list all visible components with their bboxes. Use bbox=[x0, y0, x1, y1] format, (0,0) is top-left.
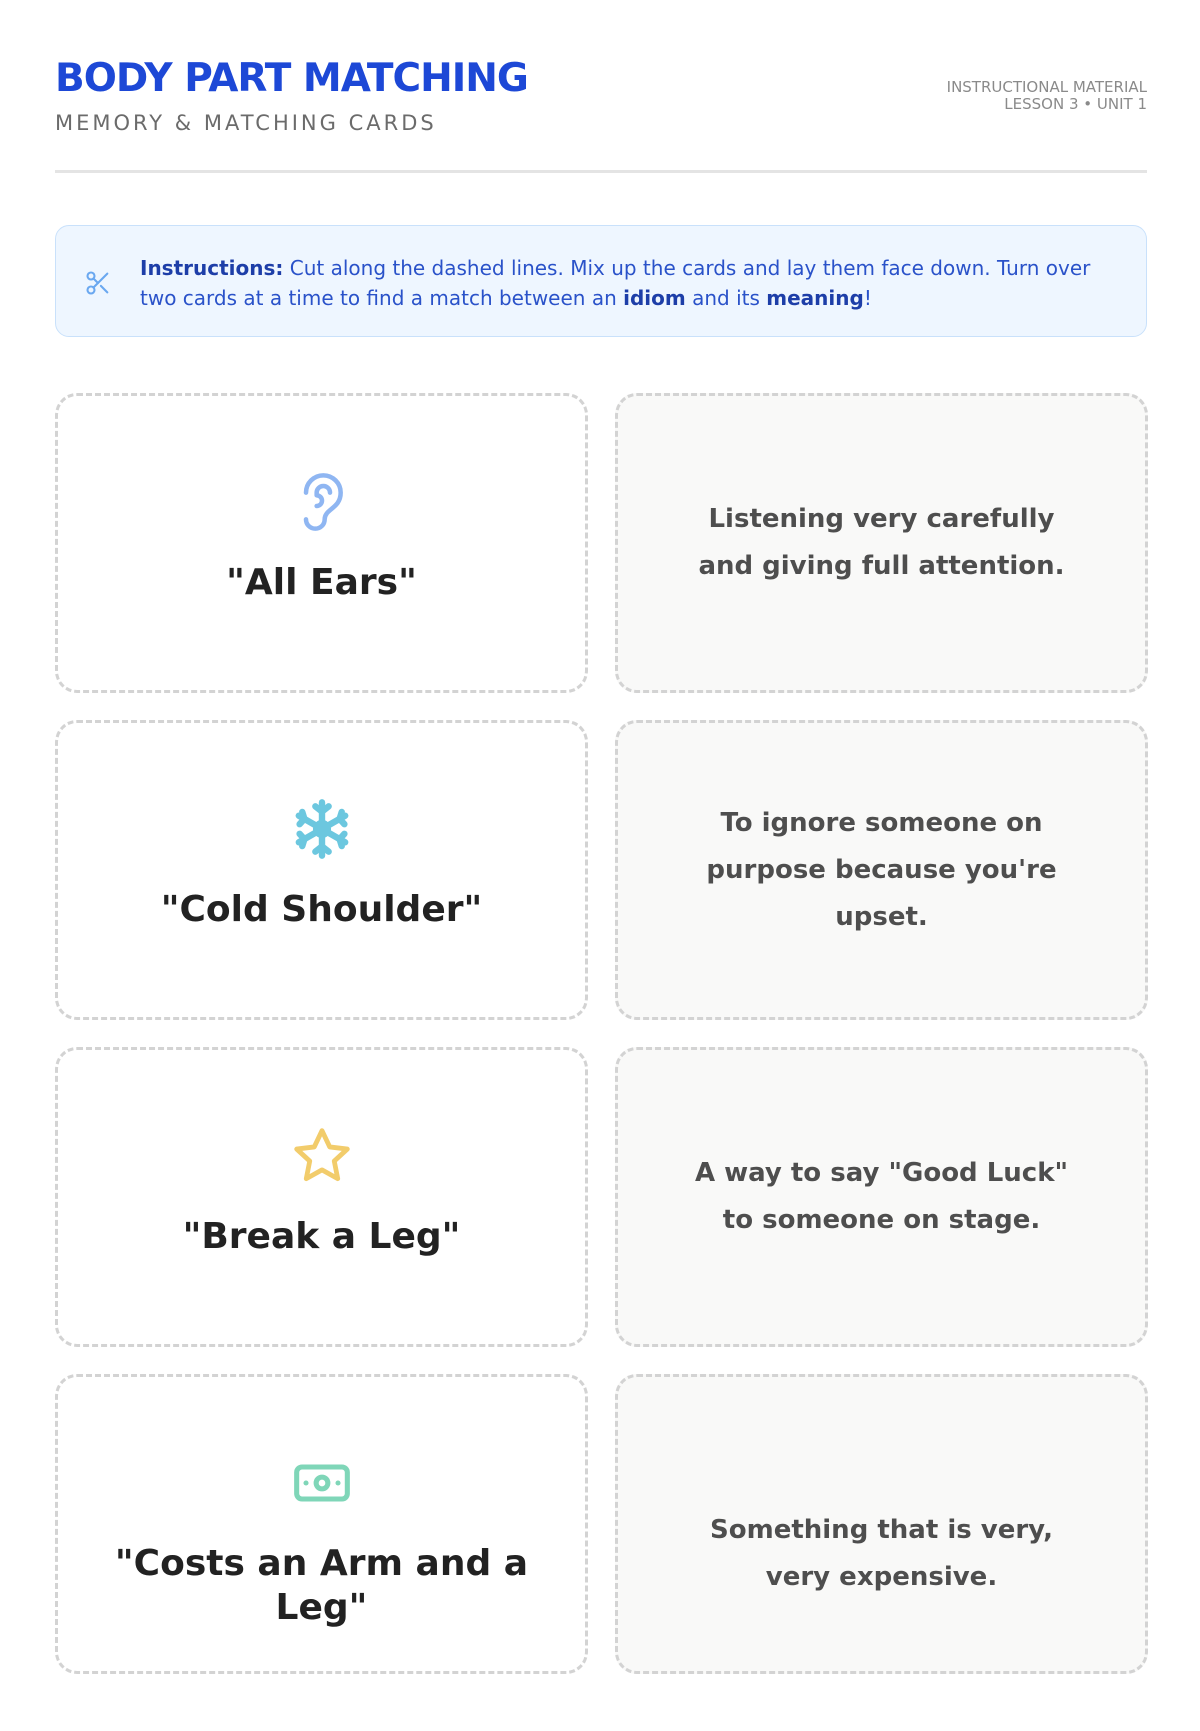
meaning-text: Listening very carefully and giving full attention. bbox=[698, 504, 1065, 581]
page-subtitle: MEMORY & MATCHING CARDS bbox=[55, 111, 437, 135]
instructions-box bbox=[55, 225, 1147, 337]
meaning-text: A way to say "Good Luck" to someone on stage. bbox=[694, 1158, 1069, 1235]
meaning-card[interactable] bbox=[615, 1047, 1148, 1347]
ear-icon bbox=[290, 470, 354, 534]
star-icon bbox=[290, 1124, 354, 1188]
snowflake-icon bbox=[290, 797, 354, 861]
idiom-card[interactable] bbox=[55, 393, 588, 693]
instructions-label: Instructions: bbox=[140, 256, 284, 280]
page-header bbox=[55, 55, 1147, 173]
idiom-card[interactable] bbox=[55, 1047, 588, 1347]
meaning-card[interactable] bbox=[615, 1374, 1148, 1674]
meta-material-label: INSTRUCTIONAL MATERIAL bbox=[946, 78, 1147, 96]
meaning-text: To ignore someone on purpose because you're upset. bbox=[706, 807, 1057, 932]
meaning-card[interactable] bbox=[615, 393, 1148, 693]
page-title: BODY PART MATCHING bbox=[55, 56, 528, 101]
material-meta bbox=[947, 79, 1147, 113]
meaning-container bbox=[678, 723, 1085, 1017]
instructions-text bbox=[140, 253, 1120, 313]
idiom-text: "Costs an Arm and a Leg" bbox=[114, 1543, 529, 1628]
money-icon bbox=[290, 1451, 354, 1515]
meta-lesson-label: LESSON 3 • UNIT 1 bbox=[1004, 95, 1147, 113]
instructions-body-3: ! bbox=[863, 286, 872, 310]
scissors-icon bbox=[84, 269, 112, 297]
idiom-text: "Cold Shoulder" bbox=[160, 889, 483, 930]
idiom-card[interactable] bbox=[55, 1374, 588, 1674]
meaning-text: Something that is very, very expensive. bbox=[710, 1515, 1053, 1592]
instructions-meaning-word: meaning bbox=[766, 286, 864, 310]
instructions-idiom-word: idiom bbox=[623, 286, 686, 310]
idiom-text: "All Ears" bbox=[226, 562, 417, 603]
idiom-card[interactable] bbox=[55, 720, 588, 1020]
instructions-body-2: and its bbox=[685, 286, 767, 310]
instructions-body-1: Cut along the dashed lines. Mix up the cards and lay them face down. Turn over two cards at a time to find a match between an bbox=[140, 256, 1091, 310]
meaning-card[interactable] bbox=[615, 720, 1148, 1020]
meaning-container bbox=[678, 1377, 1085, 1731]
idiom-text: "Break a Leg" bbox=[182, 1216, 461, 1257]
meaning-container bbox=[678, 1050, 1085, 1344]
meaning-container bbox=[678, 396, 1085, 690]
